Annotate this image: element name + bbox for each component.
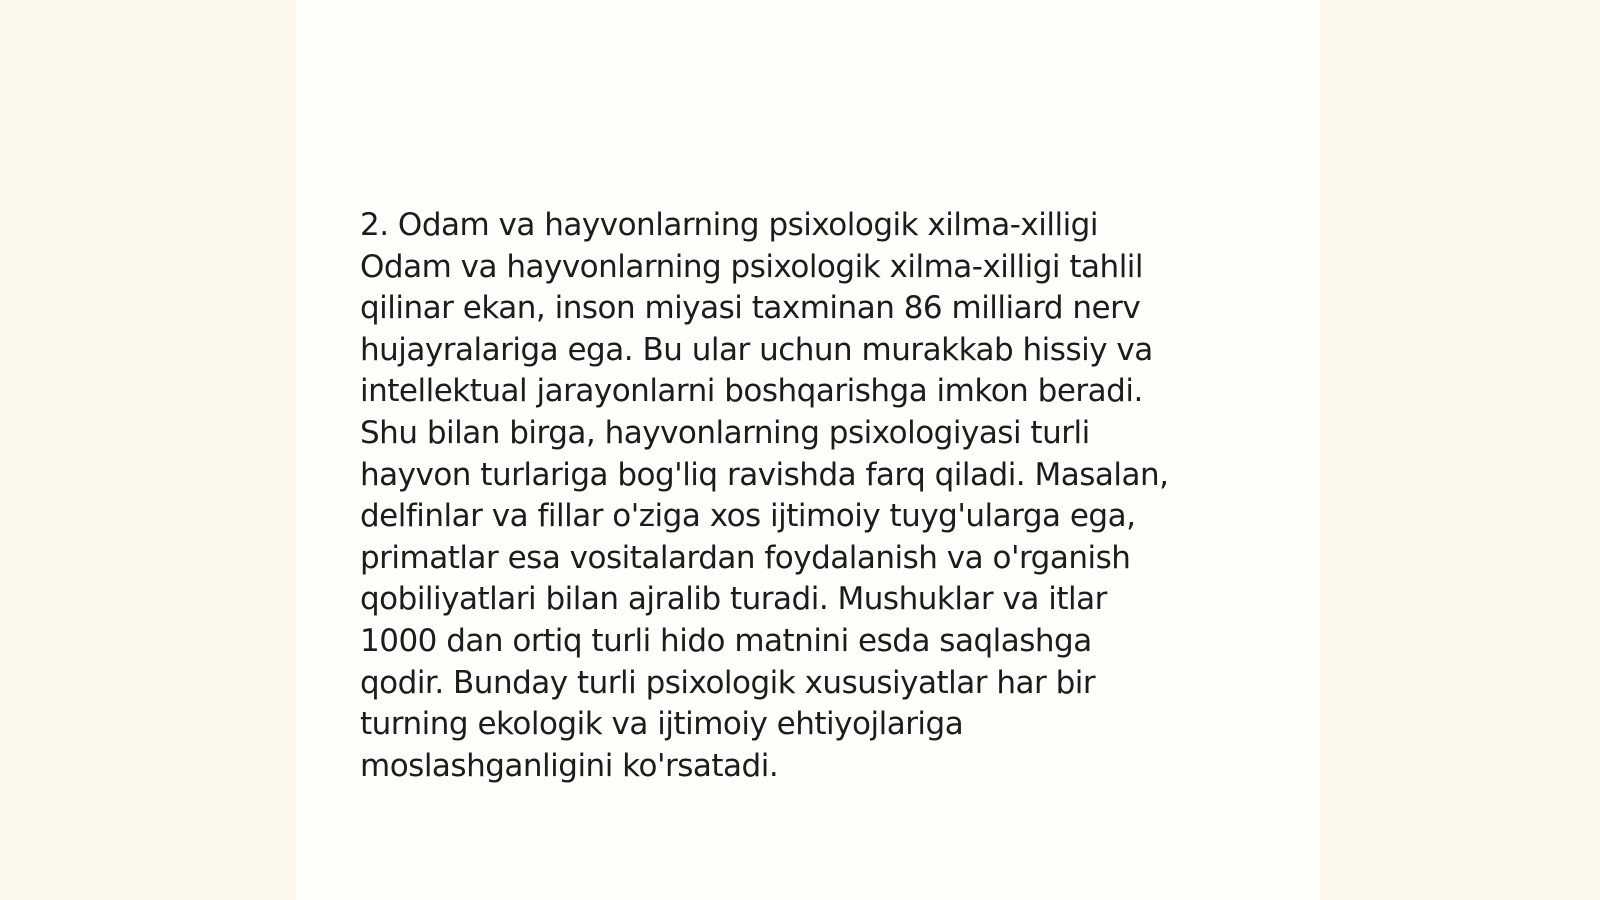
slide-body-text [360, 205, 1260, 787]
slide-text-line: hayvon turlariga bog'liq ravishda farq qiladi. Masalan, [360, 456, 1169, 493]
slide-text-line: Shu bilan birga, hayvonlarning psixologiyasi turli [360, 414, 1090, 451]
slide [296, 0, 1320, 900]
slide-text-line: Odam va hayvonlarning psixologik xilma-xilligi tahlil [360, 248, 1144, 285]
slide-text-line: 2. Odam va hayvonlarning psixologik xilma-xilligi [360, 207, 1098, 243]
slide-text-line: intellektual jarayonlarni boshqarishga imkon beradi. [360, 373, 1143, 410]
slide-text-line: primatlar esa vositalardan foydalanish va o'rganish [360, 539, 1131, 576]
slide-text-line: hujayralariga ega. Bu ular uchun murakkab hissiy va [360, 331, 1153, 368]
slide-text-line: 1000 dan ortiq turli hido matnini esda saqlashga [360, 622, 1092, 659]
slide-text-line: turning ekologik va ijtimoiy ehtiyojlariga [360, 706, 964, 743]
slide-text-line: delfinlar va fillar o'ziga xos ijtimoiy tuyg'ularga ega, [360, 498, 1136, 535]
slide-text-line: qilinar ekan, inson miyasi taxminan 86 milliard nerv [360, 290, 1141, 327]
slide-text-line: qobiliyatlari bilan ajralib turadi. Mushuklar va itlar [360, 581, 1107, 618]
slide-text-line: moslashganligini ko'rsatadi. [360, 747, 779, 784]
slide-text-line: qodir. Bunday turli psixologik xususiyatlar har bir [360, 664, 1096, 701]
